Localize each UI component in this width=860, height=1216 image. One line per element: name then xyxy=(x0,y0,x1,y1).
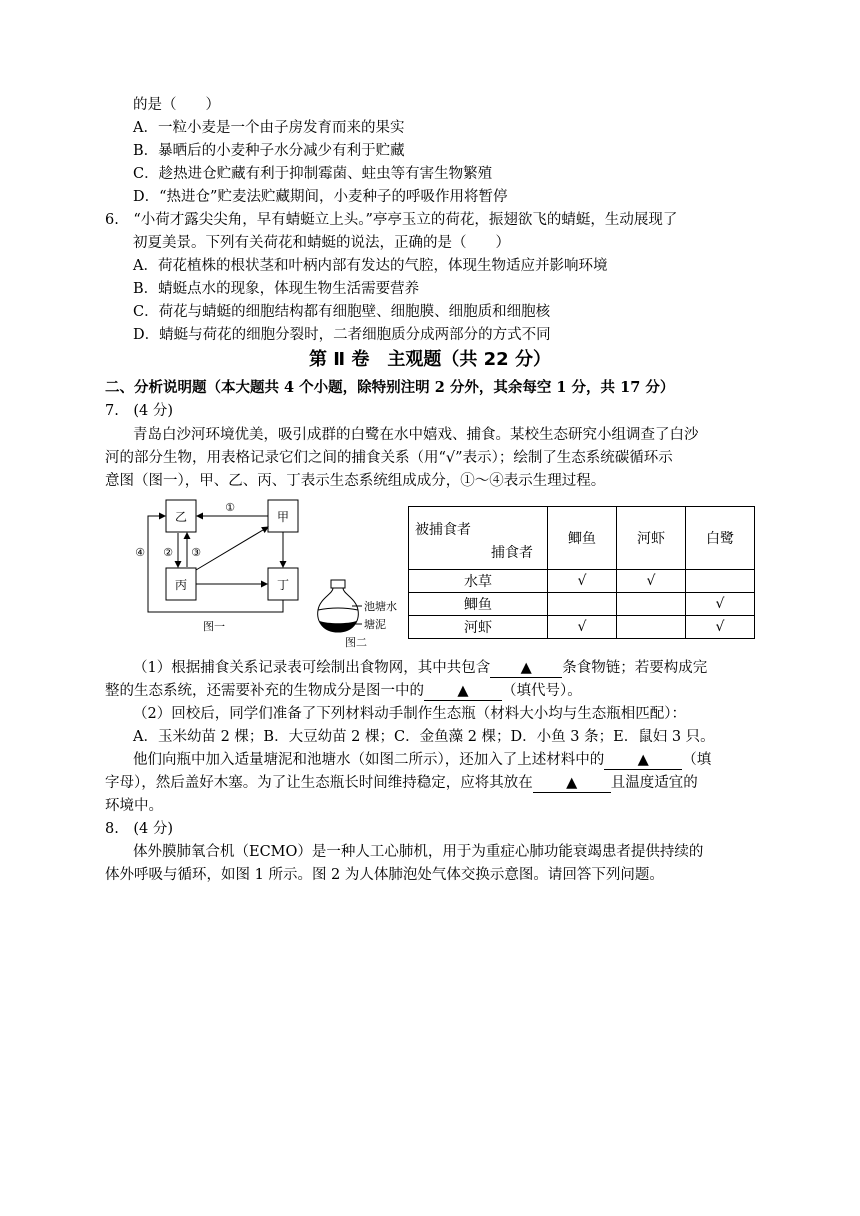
table-row xyxy=(409,616,755,639)
q7-sub1-line1: （1）根据捕食关系记录表可绘制出食物网，其中共包含 ▲ 条食物链；若要构成完 xyxy=(133,660,708,676)
answer-blank[interactable]: ▲ xyxy=(424,682,502,701)
fig1-num-1: ① xyxy=(225,501,235,514)
table-col-header: 河虾 xyxy=(617,507,686,570)
q6-option-a: A．荷花植株的根状茎和叶柄内部有发达的气腔，体现生物适应并影响环境 xyxy=(133,258,608,274)
table-row-header: 水草 xyxy=(409,570,548,593)
q7-intro-line3: 意图（图一），甲、乙、丙、丁表示生态系统组成成分，①～④表示生理过程。 xyxy=(105,473,606,489)
table-cell: √ xyxy=(686,616,755,639)
answer-blank[interactable]: ▲ xyxy=(490,659,562,678)
fig1-num-3: ③ xyxy=(191,546,201,559)
q5-option-c: C．趁热进仓贮藏有利于抑制霉菌、蛀虫等有害生物繁殖 xyxy=(133,166,493,182)
q8-line2: 体外呼吸与循环，如图 1 所示。图 2 为人体肺泡处气体交换示意图。请回答下列问题。 xyxy=(105,867,664,883)
fig1-label-jia: 甲 xyxy=(276,510,290,524)
table-cell xyxy=(548,593,617,616)
q6-stem-line1: 6. “小荷才露尖尖角，早有蜻蜓立上头。”亭亭玉立的荷花，振翅欲飞的蜻蜓，生动展现了 xyxy=(105,212,678,228)
q7-materials: A．玉米幼苗 2 棵；B．大豆幼苗 2 棵；C．金鱼藻 2 棵；D．小鱼 3 条；E．鼠妇 3 只。 xyxy=(133,729,715,745)
q7-sub3-line2: 字母），然后盖好木塞。为了让生态瓶长时间维持稳定，应将其放在 ▲ 且温度适宜的 xyxy=(105,775,698,791)
q5-option-b: B．暴晒后的小麦种子水分减少有利于贮藏 xyxy=(133,143,405,159)
q7-intro-line1: 青岛白沙河环境优美，吸引成群的白鹭在水中嬉戏、捕食。某校生态研究小组调查了白沙 xyxy=(133,427,699,443)
q6-option-b: B．蜻蜓点水的现象，体现生物生活需要营养 xyxy=(133,281,420,297)
q5-stem-tail: 的是（ ） xyxy=(133,97,220,113)
answer-blank[interactable]: ▲ xyxy=(604,751,682,770)
fig1-label-ding: 丁 xyxy=(276,578,290,592)
part-heading: 二、分析说明题（本大题共 4 个小题，除特别注明 2 分外，其余每空 1 分，共 17 分） xyxy=(105,379,675,396)
fig2-label-water: 池塘水 xyxy=(364,600,397,613)
q8-line1: 体外膜肺氧合机（ECMO）是一种人工心肺机，用于为重症心肺功能衰竭患者提供持续的 xyxy=(133,844,704,860)
q8-header: 8. (4 分) xyxy=(105,821,173,837)
fig2-label-mud: 塘泥 xyxy=(364,618,386,631)
q7-sub3-line1: 他们向瓶中加入适量塘泥和池塘水（如图二所示），还加入了上述材料中的 ▲ （填 xyxy=(133,752,712,768)
table-cell xyxy=(617,593,686,616)
table-corner-bottom: 捕食者 xyxy=(491,545,533,561)
fig1-num-4: ④ xyxy=(135,546,145,559)
table-cell: √ xyxy=(617,570,686,593)
table-col-header: 鲫鱼 xyxy=(548,507,617,570)
fig1-caption: 图一 xyxy=(203,620,225,633)
answer-blank[interactable]: ▲ xyxy=(533,774,611,793)
q7-intro-line2: 河的部分生物，用表格记录它们之间的捕食关系（用“√”表示）；绘制了生态系统碳循环示 xyxy=(105,450,673,466)
fig1-label-yi: 乙 xyxy=(174,510,188,524)
fig1-num-2: ② xyxy=(163,546,173,559)
fig1-arrow-bing-jia xyxy=(196,527,268,570)
q7-header: 7. (4 分) xyxy=(105,403,173,419)
q7-predation-table xyxy=(408,506,755,639)
table-corner-top: 被捕食者 xyxy=(415,522,471,538)
table-row-header: 河虾 xyxy=(409,616,548,639)
fig1-label-bing: 丙 xyxy=(174,578,188,592)
q5-option-a: A．一粒小麦是一个由子房发育而来的果实 xyxy=(133,120,405,136)
q6-option-c: C．荷花与蜻蜓的细胞结构都有细胞壁、细胞膜、细胞质和细胞核 xyxy=(133,304,551,320)
q5-option-d: D．“热进仓”贮麦法贮藏期间，小麦种子的呼吸作用将暂停 xyxy=(133,189,508,205)
q7-sub2-line: （2）回校后，同学们准备了下列材料动手制作生态瓶（材料大小均与生态瓶相匹配）： xyxy=(133,706,686,722)
table-cell xyxy=(617,616,686,639)
table-col-header: 白鹭 xyxy=(686,507,755,570)
section-title: 第 Ⅱ 卷 主观题（共 22 分） xyxy=(309,349,551,370)
table-cell: √ xyxy=(548,616,617,639)
q7-sub1-line2: 整的生态系统，还需要补充的生物成分是图一中的 ▲ （填代号）。 xyxy=(105,683,582,699)
q7-sub3-line3: 环境中。 xyxy=(105,798,163,814)
table-row-header: 鲫鱼 xyxy=(409,593,548,616)
fig2-caption: 图二 xyxy=(345,636,367,649)
table-cell: √ xyxy=(686,593,755,616)
table-row xyxy=(409,570,755,593)
table-row xyxy=(409,593,755,616)
q6-option-d: D．蜻蜓与荷花的细胞分裂时，二者细胞质分成两部分的方式不同 xyxy=(133,327,551,343)
table-corner-cell xyxy=(409,507,548,570)
table-cell xyxy=(686,570,755,593)
table-cell: √ xyxy=(548,570,617,593)
q6-stem-line2: 初夏美景。下列有关荷花和蜻蜓的说法，正确的是（ ） xyxy=(133,235,510,251)
